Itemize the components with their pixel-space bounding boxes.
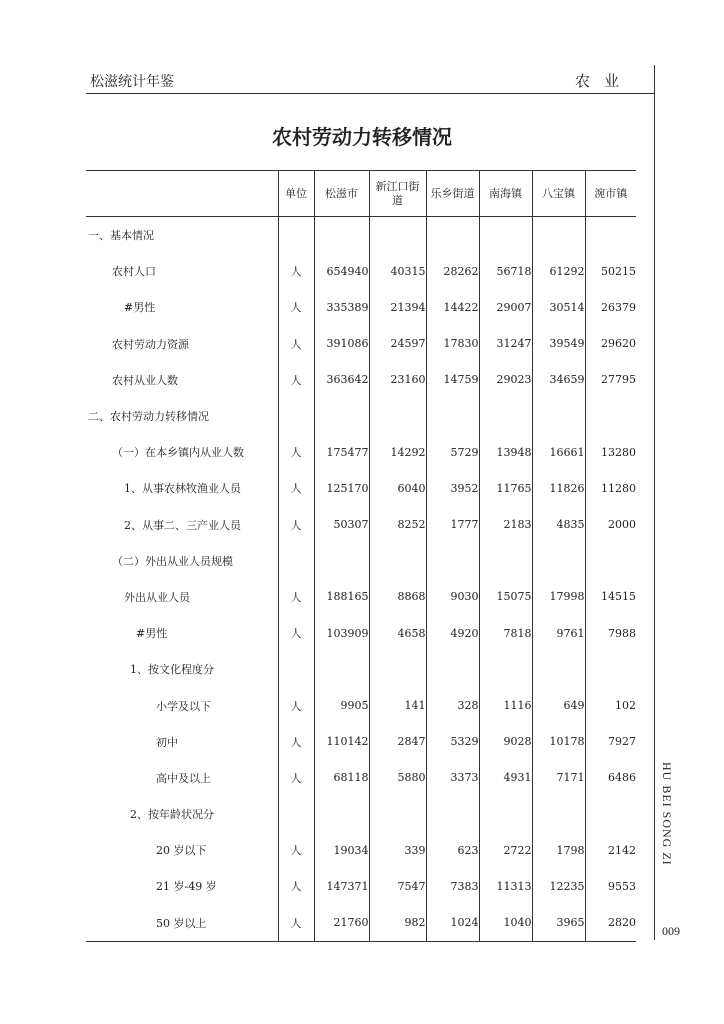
table-cell: 4658	[369, 615, 426, 651]
row-unit: 人	[278, 326, 314, 362]
table-cell	[369, 796, 426, 832]
table-cell: 141	[369, 687, 426, 723]
table-cell: 61292	[532, 253, 585, 289]
table-cell: 6040	[369, 470, 426, 506]
row-unit: 人	[278, 868, 314, 904]
row-label: 1、按文化程度分	[130, 663, 214, 677]
table-cell: 1024	[426, 905, 479, 942]
table-cell: 8252	[369, 507, 426, 543]
table-cell	[314, 796, 369, 832]
row-label: 20 岁以下	[156, 844, 207, 858]
table-cell: 11313	[479, 868, 532, 904]
table-cell	[532, 796, 585, 832]
table-row	[86, 470, 636, 506]
table-cell: 19034	[314, 832, 369, 868]
column-header: 新江口街 道	[369, 171, 426, 217]
table-cell: 4835	[532, 507, 585, 543]
table-cell: 4931	[479, 760, 532, 796]
table-row	[86, 724, 636, 760]
row-unit: 人	[278, 362, 314, 398]
table-cell: 21760	[314, 905, 369, 942]
table-cell	[585, 398, 636, 434]
table-cell: 623	[426, 832, 479, 868]
table-cell: 14292	[369, 434, 426, 470]
table-cell	[479, 651, 532, 687]
table-cell: 147371	[314, 868, 369, 904]
table-cell: 4920	[426, 615, 479, 651]
row-label: （二）外出从业人员规模	[112, 554, 233, 568]
table-cell: 103909	[314, 615, 369, 651]
table-row	[86, 362, 636, 398]
row-label: 初中	[156, 735, 178, 749]
table-row	[86, 796, 636, 832]
table-cell: 3952	[426, 470, 479, 506]
table-cell: 5729	[426, 434, 479, 470]
table-cell	[369, 651, 426, 687]
row-unit: 人	[278, 687, 314, 723]
table-cell: 14422	[426, 289, 479, 325]
table-cell: 10178	[532, 724, 585, 760]
table-cell: 14515	[585, 579, 636, 615]
table-cell: 11765	[479, 470, 532, 506]
table-cell: 2142	[585, 832, 636, 868]
table-row	[86, 253, 636, 289]
table-cell: 23160	[369, 362, 426, 398]
table-cell: 12235	[532, 868, 585, 904]
table-cell	[426, 651, 479, 687]
row-label: 农村从业人数	[112, 373, 178, 387]
table-cell: 5880	[369, 760, 426, 796]
row-label: 50 岁以上	[86, 905, 278, 942]
row-unit: 人	[278, 832, 314, 868]
table-cell: 335389	[314, 289, 369, 325]
table-cell: 1116	[479, 687, 532, 723]
table-cell: 29007	[479, 289, 532, 325]
row-unit: 人	[278, 470, 314, 506]
row-label: 2、从事二、三产业人员	[124, 518, 241, 532]
table-cell	[532, 651, 585, 687]
row-label: #男性	[124, 301, 156, 315]
table-cell	[532, 398, 585, 434]
table-cell: 28262	[426, 253, 479, 289]
table-cell	[369, 217, 426, 254]
table-cell: 8868	[369, 579, 426, 615]
table-cell: 7927	[585, 724, 636, 760]
row-unit: 人	[278, 253, 314, 289]
table-cell	[585, 543, 636, 579]
side-caption: HU BEI SONG ZI	[660, 762, 674, 866]
row-label: 农村劳动力资源	[112, 337, 189, 351]
table-cell: 9028	[479, 724, 532, 760]
row-unit	[278, 217, 314, 254]
row-label: 21 岁-49 岁	[156, 880, 217, 894]
row-unit	[278, 398, 314, 434]
table-row	[86, 615, 636, 651]
row-label: #男性	[136, 627, 168, 641]
table-cell: 6486	[585, 760, 636, 796]
table-cell	[314, 543, 369, 579]
table-cell: 1798	[532, 832, 585, 868]
column-header: 单位	[278, 171, 314, 217]
table-cell: 14759	[426, 362, 479, 398]
table-cell: 29023	[479, 362, 532, 398]
table-cell	[479, 543, 532, 579]
column-header: 南海镇	[479, 171, 532, 217]
table-cell	[479, 217, 532, 254]
table-cell: 391086	[314, 326, 369, 362]
table-row	[86, 687, 636, 723]
table-cell: 13280	[585, 434, 636, 470]
table-row	[86, 832, 636, 868]
row-unit	[278, 796, 314, 832]
row-label: 小学及以下	[156, 699, 211, 713]
table-cell	[532, 543, 585, 579]
table-cell: 40315	[369, 253, 426, 289]
table-cell: 56718	[479, 253, 532, 289]
table-cell: 50215	[585, 253, 636, 289]
row-unit: 人	[278, 760, 314, 796]
row-unit	[278, 651, 314, 687]
table-cell: 2000	[585, 507, 636, 543]
header-label-col	[86, 171, 278, 217]
table-row	[86, 398, 636, 434]
table-cell: 1777	[426, 507, 479, 543]
table-cell: 2820	[585, 905, 636, 942]
row-label: 农村人口	[112, 265, 156, 279]
table-cell: 24597	[369, 326, 426, 362]
table-cell	[314, 651, 369, 687]
table-header-row	[86, 171, 636, 217]
table-cell: 17998	[532, 579, 585, 615]
table-cell	[369, 398, 426, 434]
table-cell	[426, 543, 479, 579]
header-rule	[86, 93, 654, 94]
table-cell: 649	[532, 687, 585, 723]
table-row	[86, 543, 636, 579]
table-cell: 7171	[532, 760, 585, 796]
table-cell: 31247	[479, 326, 532, 362]
table-row	[86, 651, 636, 687]
table-cell: 9905	[314, 687, 369, 723]
page-title: 农村劳动力转移情况	[272, 125, 452, 149]
table-row	[86, 217, 636, 254]
table-cell: 11280	[585, 470, 636, 506]
table-cell: 21394	[369, 289, 426, 325]
table-cell	[426, 217, 479, 254]
column-header: 乐乡街道	[426, 171, 479, 217]
table-cell	[314, 217, 369, 254]
table-cell: 7383	[426, 868, 479, 904]
table-cell: 39549	[532, 326, 585, 362]
table-cell: 102	[585, 687, 636, 723]
table-cell	[532, 217, 585, 254]
table-cell: 3373	[426, 760, 479, 796]
table-row	[86, 905, 636, 942]
row-unit: 人	[278, 507, 314, 543]
table-cell	[314, 398, 369, 434]
table-cell: 68118	[314, 760, 369, 796]
table-cell	[426, 398, 479, 434]
table-cell: 9553	[585, 868, 636, 904]
table-cell	[479, 796, 532, 832]
table-cell: 328	[426, 687, 479, 723]
table-cell: 7818	[479, 615, 532, 651]
table-cell: 363642	[314, 362, 369, 398]
row-label: 1、从事农林牧渔业人员	[124, 482, 241, 496]
table-cell: 188165	[314, 579, 369, 615]
row-label: 一、基本情况	[88, 229, 154, 243]
table-cell: 9761	[532, 615, 585, 651]
table-cell: 5329	[426, 724, 479, 760]
table-row	[86, 579, 636, 615]
table-cell: 16661	[532, 434, 585, 470]
column-header: 八宝镇	[532, 171, 585, 217]
statistics-table	[86, 170, 636, 942]
table-row	[86, 434, 636, 470]
table-cell: 50307	[314, 507, 369, 543]
table-cell	[426, 796, 479, 832]
table-cell: 7988	[585, 615, 636, 651]
table-cell	[585, 651, 636, 687]
row-label: 二、农村劳动力转移情况	[88, 410, 209, 424]
table-cell: 2722	[479, 832, 532, 868]
table-cell: 13948	[479, 434, 532, 470]
row-label: 2、按年龄状况分	[130, 808, 214, 822]
table-cell	[585, 796, 636, 832]
table-cell: 27795	[585, 362, 636, 398]
table-cell: 2183	[479, 507, 532, 543]
column-header: 松滋市	[314, 171, 369, 217]
table-cell: 30514	[532, 289, 585, 325]
page-number: 009	[662, 924, 680, 938]
table-cell: 339	[369, 832, 426, 868]
row-unit: 人	[278, 434, 314, 470]
row-label: 高中及以上	[156, 771, 211, 785]
row-label: 外出从业人员	[124, 590, 190, 604]
row-unit	[278, 543, 314, 579]
table-cell	[585, 217, 636, 254]
row-label: （一）在本乡镇内从业人数	[112, 446, 244, 460]
yearbook-title: 松滋统计年鉴	[90, 74, 174, 90]
table-row	[86, 868, 636, 904]
row-unit: 人	[278, 724, 314, 760]
table-cell: 654940	[314, 253, 369, 289]
table-row	[86, 507, 636, 543]
row-unit: 人	[278, 615, 314, 651]
table-cell: 26379	[585, 289, 636, 325]
section-name: 农业	[575, 72, 634, 90]
row-unit: 人	[278, 579, 314, 615]
table-cell: 3965	[532, 905, 585, 942]
margin-rule	[654, 65, 655, 940]
table-row	[86, 289, 636, 325]
table-cell: 34659	[532, 362, 585, 398]
row-unit: 人	[278, 905, 314, 942]
table-cell: 982	[369, 905, 426, 942]
table-cell: 175477	[314, 434, 369, 470]
table-cell: 110142	[314, 724, 369, 760]
table-row	[86, 326, 636, 362]
table-cell: 9030	[426, 579, 479, 615]
table-cell: 7547	[369, 868, 426, 904]
table-cell	[479, 398, 532, 434]
table-row	[86, 760, 636, 796]
table-cell: 29620	[585, 326, 636, 362]
table-cell	[369, 543, 426, 579]
table-cell: 125170	[314, 470, 369, 506]
row-unit: 人	[278, 289, 314, 325]
table-cell: 1040	[479, 905, 532, 942]
table-cell: 2847	[369, 724, 426, 760]
column-header: 涴市镇	[585, 171, 636, 217]
table-cell: 11826	[532, 470, 585, 506]
table-cell: 17830	[426, 326, 479, 362]
table-cell: 15075	[479, 579, 532, 615]
